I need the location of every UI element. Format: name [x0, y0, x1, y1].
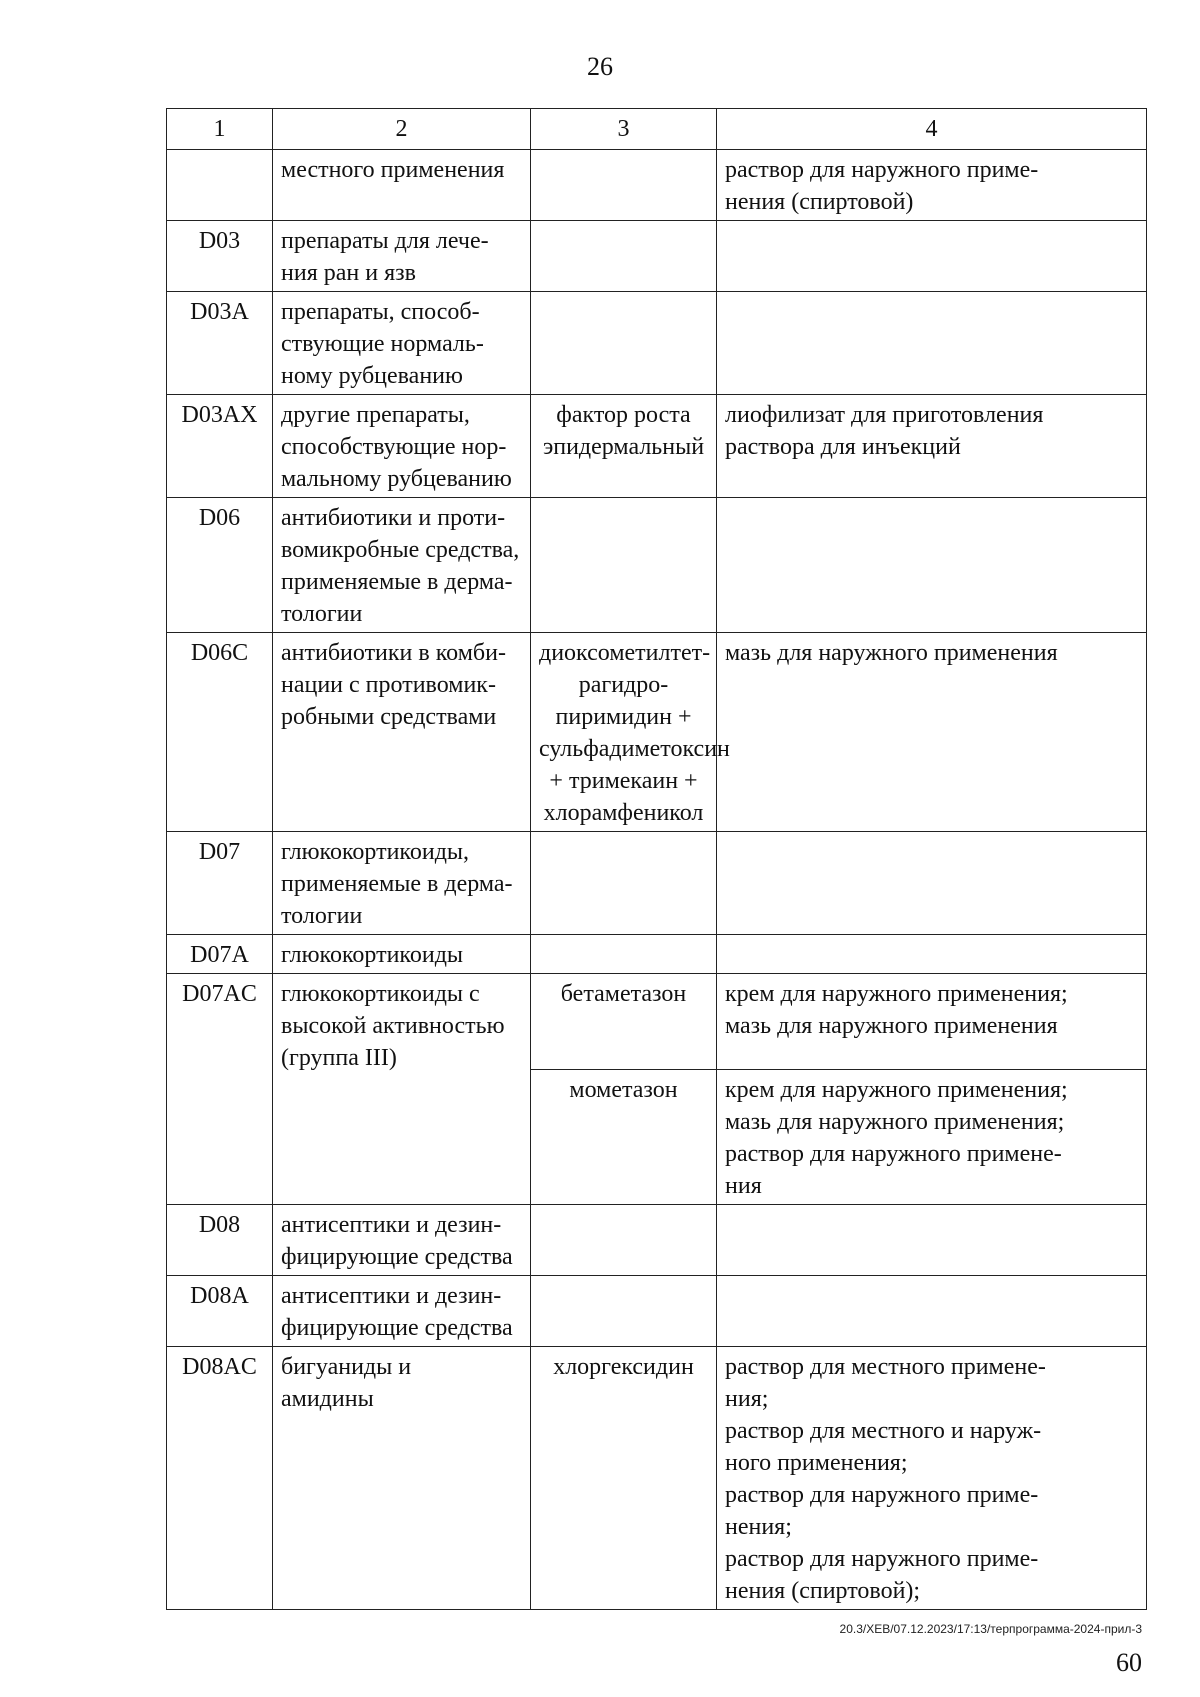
group-cell: антисептики и дезин- фицирующие средства [273, 1205, 531, 1276]
table-row [167, 150, 1147, 221]
sheet-number: 60 [1116, 1648, 1142, 1677]
dosage-form-cell [717, 1205, 1147, 1276]
dosage-form-cell: мазь для наружного применения [717, 633, 1147, 832]
substance-cell: фактор роста эпидермальный [531, 395, 717, 498]
group-cell: антибиотики и проти- вомикробные средства, применяемые в дерма- тологии [273, 498, 531, 633]
substance-cell [531, 150, 717, 221]
table-row [167, 832, 1147, 935]
group-cell: препараты, способ- ствующие нормаль- ному рубцеванию [273, 292, 531, 395]
atc-code-cell [167, 150, 273, 221]
group-cell: антибиотики в комби- нации с противомик- робными средствами [273, 633, 531, 832]
table-row [167, 633, 1147, 832]
dosage-form-cell: раствор для наружного приме- нения (спиртовой) [717, 150, 1147, 221]
dosage-form-cell [717, 498, 1147, 633]
group-cell: глюкокортикоиды с высокой активностью (группа III) [273, 974, 531, 1205]
table-row [167, 292, 1147, 395]
group-cell: бигуаниды и амидины [273, 1347, 531, 1610]
dosage-form-cell: крем для наружного применения; мазь для наружного применения [717, 974, 1147, 1070]
atc-code-cell: D03A [167, 292, 273, 395]
dosage-form-cell: лиофилизат для приготовления раствора для инъекций [717, 395, 1147, 498]
atc-code-cell: D07A [167, 935, 273, 974]
header-cell: 3 [531, 109, 717, 150]
atc-code-cell: D06C [167, 633, 273, 832]
atc-code-cell: D08 [167, 1205, 273, 1276]
group-cell: глюкокортикоиды, применяемые в дерма- тологии [273, 832, 531, 935]
substance-cell [531, 935, 717, 974]
table-row [167, 221, 1147, 292]
atc-code-cell: D07AC [167, 974, 273, 1205]
table-row [167, 395, 1147, 498]
dosage-form-cell [717, 832, 1147, 935]
substance-cell: хлоргексидин [531, 1347, 717, 1610]
atc-code-cell: D03 [167, 221, 273, 292]
dosage-form-cell: крем для наружного применения; мазь для наружного применения; раствор для наружного примене- ния [717, 1070, 1147, 1205]
substance-cell [531, 498, 717, 633]
substance-cell [531, 221, 717, 292]
header-cell: 4 [717, 109, 1147, 150]
table-row [167, 974, 1147, 1070]
substance-cell [531, 1276, 717, 1347]
table-row [167, 1205, 1147, 1276]
dosage-form-cell: раствор для местного примене- ния; раствор для местного и наруж- ного применения; раствор для наружного приме- нения; раствор для наружного приме- нения (спиртовой); [717, 1347, 1147, 1610]
document-footer-code: 20.3/ХЕВ/07.12.2023/17:13/терпрограмма-2024-прил-3 [839, 1622, 1142, 1636]
group-cell: препараты для лече- ния ран и язв [273, 221, 531, 292]
atc-code-cell: D06 [167, 498, 273, 633]
group-cell: антисептики и дезин- фицирующие средства [273, 1276, 531, 1347]
substance-cell [531, 292, 717, 395]
page-number: 26 [587, 52, 613, 81]
header-cell: 1 [167, 109, 273, 150]
atc-code-cell: D08AC [167, 1347, 273, 1610]
substance-cell [531, 1205, 717, 1276]
table-row [167, 1347, 1147, 1610]
substance-cell [531, 832, 717, 935]
dosage-form-cell [717, 1276, 1147, 1347]
dosage-form-cell [717, 221, 1147, 292]
dosage-form-cell [717, 292, 1147, 395]
group-cell: глюкокортикоиды [273, 935, 531, 974]
group-cell: другие препараты, способствующие нор- мальному рубцеванию [273, 395, 531, 498]
atc-code-cell: D03AX [167, 395, 273, 498]
atc-code-cell: D07 [167, 832, 273, 935]
substance-cell: диоксометилтет- рагидро- пиримидин + сульфадиметоксин + тримекаин + хлорамфеникол [531, 633, 717, 832]
group-cell: местного применения [273, 150, 531, 221]
table-header-row [167, 109, 1147, 150]
substance-cell: мометазон [531, 1070, 717, 1205]
header-cell: 2 [273, 109, 531, 150]
table-row [167, 498, 1147, 633]
table-row [167, 935, 1147, 974]
atc-code-cell: D08A [167, 1276, 273, 1347]
dosage-form-cell [717, 935, 1147, 974]
table-row [167, 1276, 1147, 1347]
drug-table [166, 108, 1147, 1610]
substance-cell: бетаметазон [531, 974, 717, 1070]
